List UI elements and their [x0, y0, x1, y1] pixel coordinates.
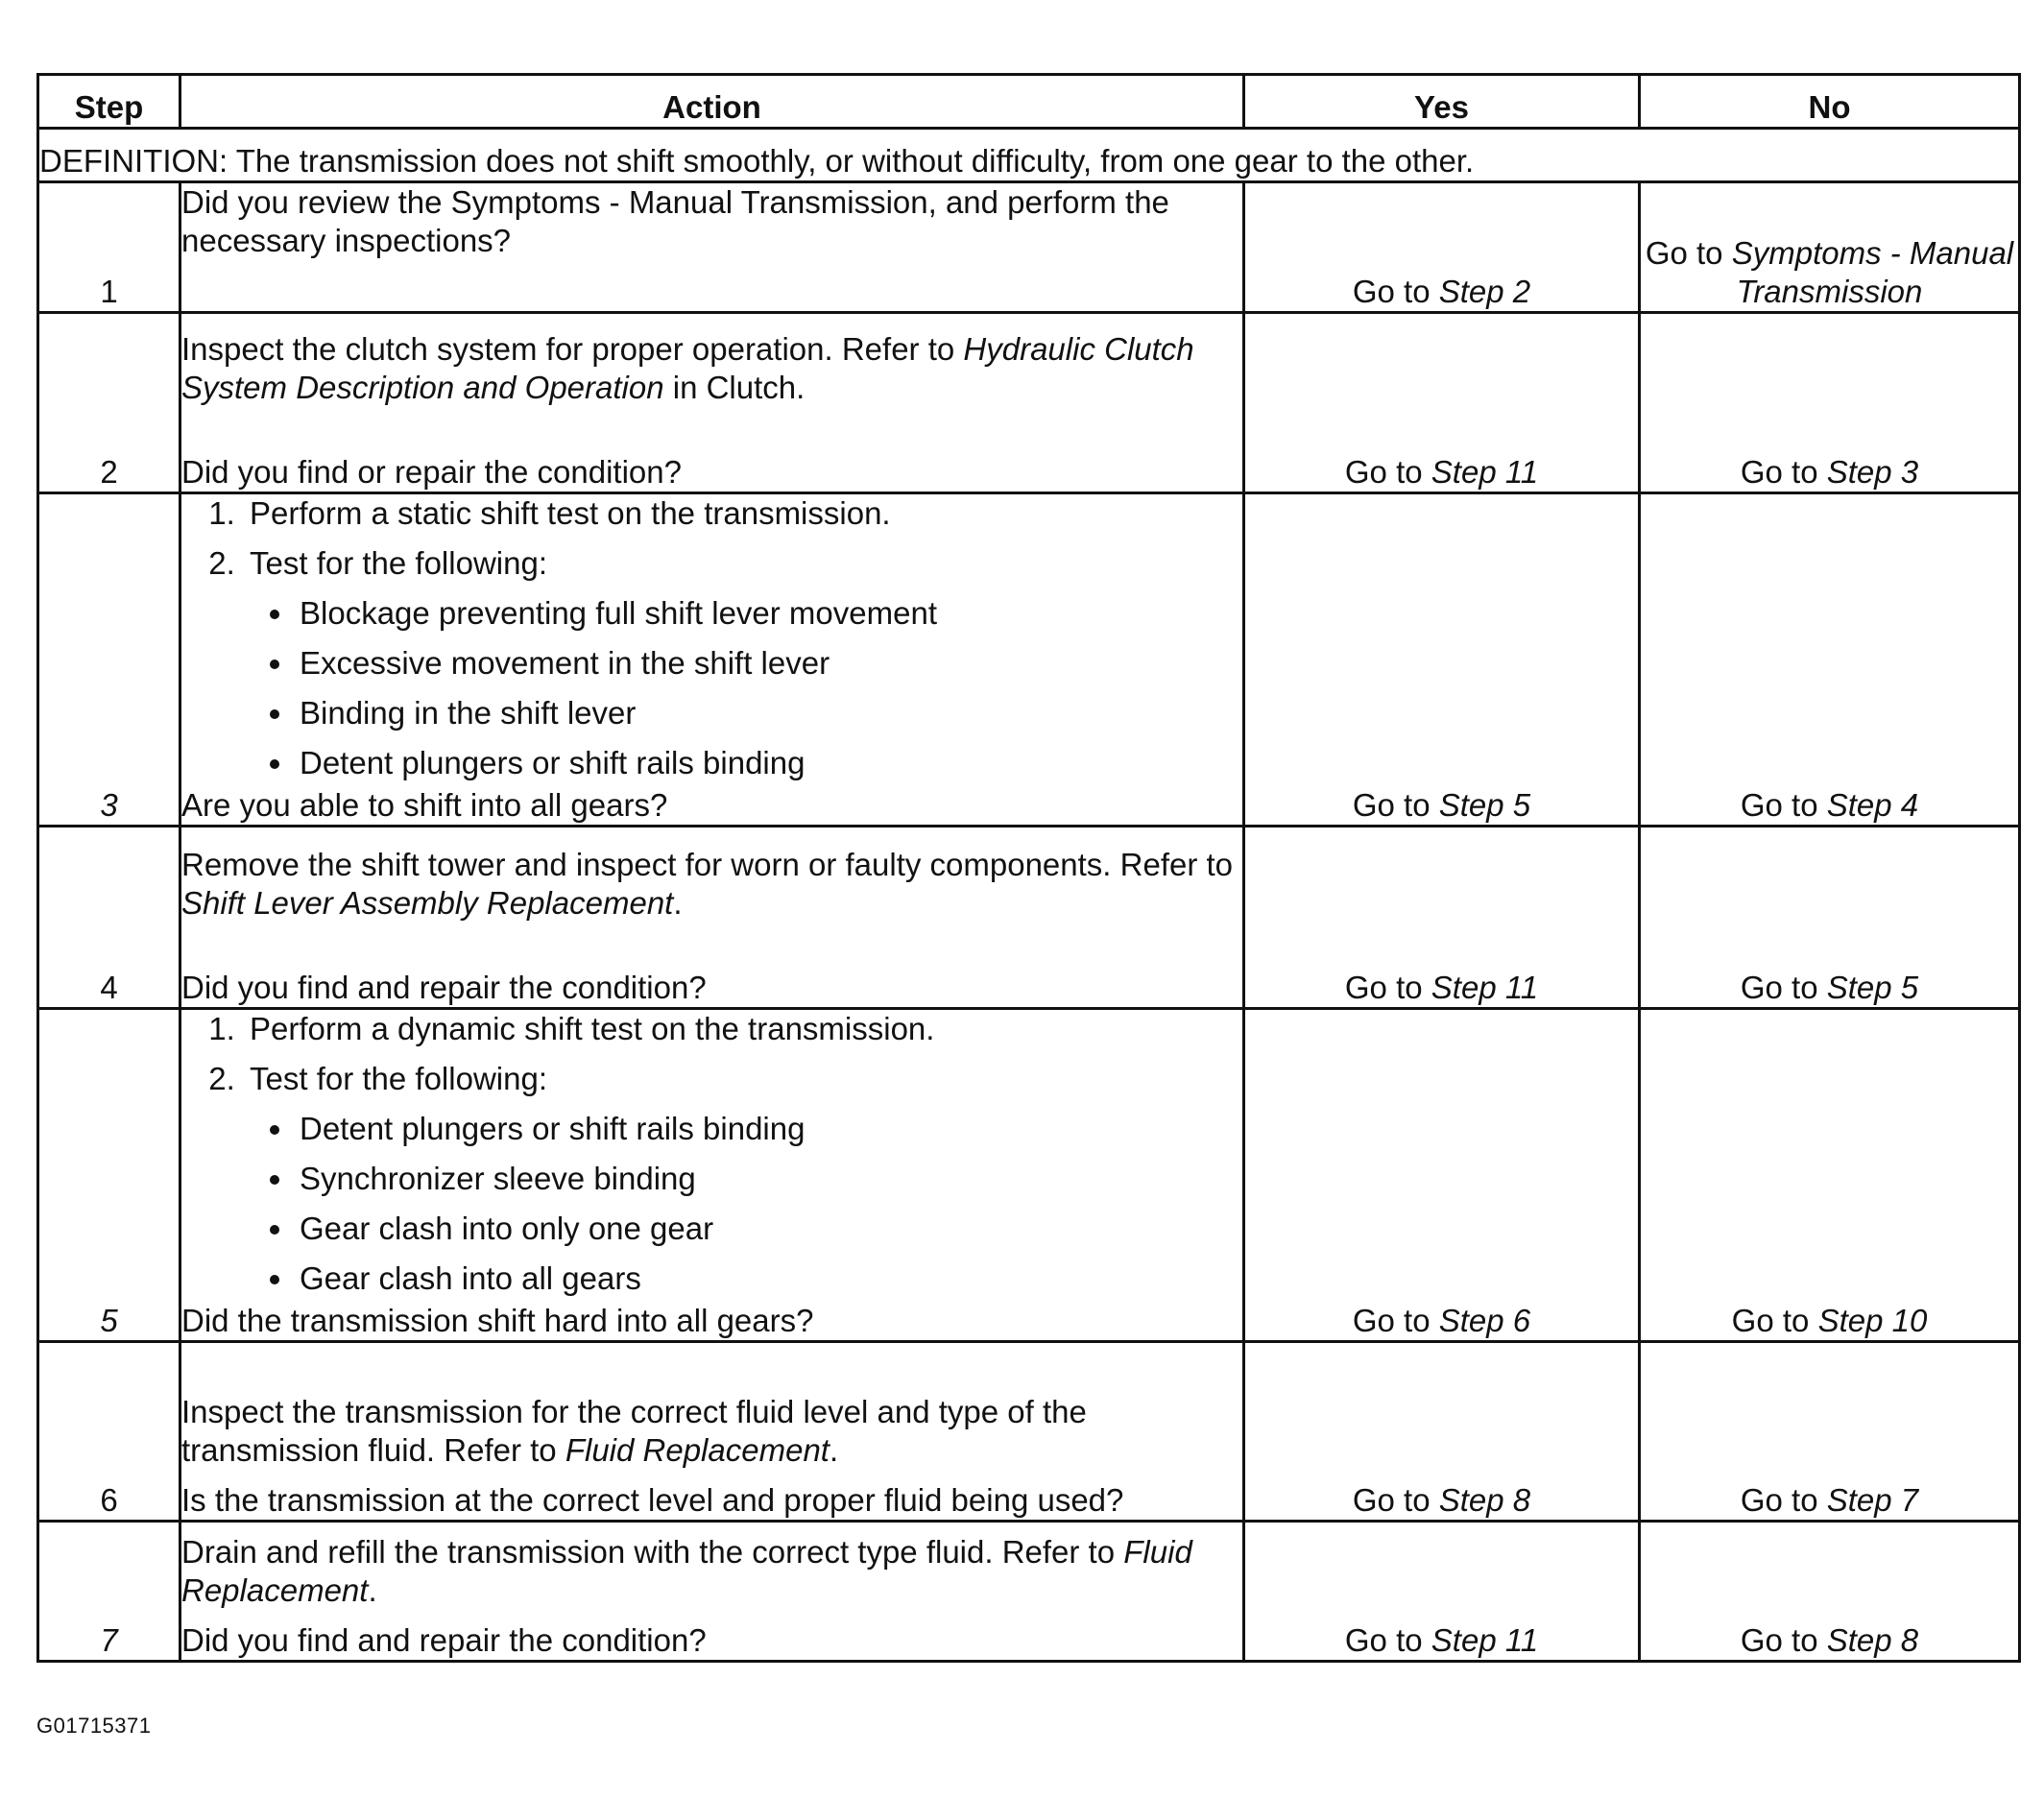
yes-reference: Step 2 [1438, 274, 1531, 309]
action-cell [180, 313, 1244, 493]
bullet-item: • Detent plungers or shift rails binding [296, 1110, 1242, 1148]
header-action: Action [180, 75, 1244, 129]
table-row [38, 182, 2020, 313]
numbered-list [181, 1010, 1242, 1298]
numbered-list [181, 494, 1242, 782]
no-cell [1640, 1522, 2020, 1662]
no-cell [1640, 313, 2020, 493]
yes-reference: Step 5 [1438, 787, 1531, 823]
action-question: Are you able to shift into all gears? [181, 787, 668, 823]
no-prefix: Go to [1740, 787, 1827, 823]
yes-prefix: Go to [1352, 1482, 1439, 1518]
no-prefix: Go to [1645, 235, 1732, 271]
figure-id: G01715371 [36, 1714, 152, 1738]
yes-prefix: Go to [1344, 454, 1431, 490]
action-cell [180, 1522, 1244, 1662]
bullet-item: • Blockage preventing full shift lever movement [296, 594, 1242, 633]
action-instruction: Inspect the transmission for the correct fluid level and type of the transmission fluid. Refer to Fluid Replacement. [181, 1394, 1087, 1468]
yes-cell [1244, 493, 1640, 827]
yes-cell [1244, 827, 1640, 1009]
list-item: 1. Perform a static shift test on the transmission. [244, 494, 1242, 533]
no-reference: Step 8 [1826, 1622, 1919, 1658]
table-row [38, 1009, 2020, 1342]
yes-cell [1244, 1342, 1640, 1522]
action-reference: Shift Lever Assembly Replacement [181, 885, 674, 921]
table-row [38, 1342, 2020, 1522]
action-question: Did the transmission shift hard into all gears? [181, 1303, 814, 1338]
no-cell [1640, 1342, 2020, 1522]
bullet-list [250, 1110, 1242, 1298]
no-reference: Step 7 [1826, 1482, 1919, 1518]
action-question: Did you find or repair the condition? [181, 454, 682, 490]
bullet-item: • Excessive movement in the shift lever [296, 644, 1242, 683]
header-no: No [1640, 75, 2020, 129]
bullet-item: • Binding in the shift lever [296, 694, 1242, 732]
no-cell [1640, 827, 2020, 1009]
no-reference: Step 5 [1826, 970, 1919, 1005]
yes-prefix: Go to [1352, 274, 1439, 309]
bullet-item: • Synchronizer sleeve binding [296, 1160, 1242, 1198]
action-instruction: Remove the shift tower and inspect for worn or faulty components. Refer to Shift Lever Assembly Replacement. [181, 847, 1234, 921]
table-row [38, 493, 2020, 827]
step-number: 2 [38, 313, 180, 493]
bullet-item: • Gear clash into all gears [296, 1259, 1242, 1298]
action-cell [180, 827, 1244, 1009]
bullet-item: • Gear clash into only one gear [296, 1210, 1242, 1248]
action-reference: Hydraulic Clutch System Description and Operation [181, 331, 1194, 405]
step-number: 7 [38, 1522, 180, 1662]
no-reference: Step 3 [1826, 454, 1919, 490]
bullet-item: • Detent plungers or shift rails binding [296, 744, 1242, 782]
yes-prefix: Go to [1352, 1303, 1439, 1338]
step-number: 4 [38, 827, 180, 1009]
action-reference: Fluid Replacement [565, 1432, 830, 1468]
yes-cell [1244, 313, 1640, 493]
no-prefix: Go to [1740, 970, 1827, 1005]
header-yes: Yes [1244, 75, 1640, 129]
table-row [38, 313, 2020, 493]
list-item: 2. Test for the following: • Blockage preventing full shift lever movement • Excessive movement in the shift lever • Binding in the shift lever • Detent plungers or shift rails binding [244, 544, 1242, 782]
step-number: 5 [38, 1009, 180, 1342]
step-number: 6 [38, 1342, 180, 1522]
header-row [38, 75, 2020, 129]
action-instruction: Drain and refill the transmission with the correct type fluid. Refer to Fluid Replacement. [181, 1534, 1192, 1608]
action-question: Is the transmission at the correct level and proper fluid being used? [181, 1482, 1124, 1518]
action-question: Did you review the Symptoms - Manual Transmission, and perform the necessary inspections? [181, 184, 1169, 258]
action-cell [180, 1342, 1244, 1522]
yes-reference: Step 11 [1431, 454, 1539, 490]
action-instruction: Inspect the clutch system for proper operation. Refer to Hydraulic Clutch System Description and Operation in Clutch. [181, 331, 1194, 405]
action-question: Did you find and repair the condition? [181, 970, 707, 1005]
no-reference: Step 4 [1826, 787, 1919, 823]
no-reference: Step 10 [1817, 1303, 1928, 1338]
action-question: Did you find and repair the condition? [181, 1622, 707, 1658]
list-item: 2. Test for the following: • Detent plungers or shift rails binding • Synchronizer sleeve binding • Gear clash into only one gear • Gear clash into all gears [244, 1060, 1242, 1298]
no-prefix: Go to [1731, 1303, 1818, 1338]
yes-prefix: Go to [1344, 1622, 1431, 1658]
step-number: 1 [38, 182, 180, 313]
action-cell [180, 1009, 1244, 1342]
definition-text: DEFINITION: The transmission does not shift smoothly, or without difficulty, from one gear to the other. [38, 129, 2020, 182]
no-cell [1640, 182, 2020, 313]
yes-cell [1244, 1009, 1640, 1342]
table-row [38, 827, 2020, 1009]
yes-reference: Step 8 [1438, 1482, 1531, 1518]
no-prefix: Go to [1740, 454, 1827, 490]
yes-cell [1244, 1522, 1640, 1662]
no-cell [1640, 493, 2020, 827]
action-reference: Fluid Replacement [181, 1534, 1192, 1608]
no-prefix: Go to [1740, 1482, 1827, 1518]
header-step: Step [38, 75, 180, 129]
definition-row [38, 129, 2020, 182]
bullet-list [250, 594, 1242, 782]
yes-prefix: Go to [1352, 787, 1439, 823]
yes-reference: Step 11 [1431, 1622, 1539, 1658]
list-item: 1. Perform a dynamic shift test on the transmission. [244, 1010, 1242, 1048]
yes-reference: Step 11 [1431, 970, 1539, 1005]
yes-reference: Step 6 [1438, 1303, 1531, 1338]
action-cell [180, 493, 1244, 827]
table-row [38, 1522, 2020, 1662]
yes-cell [1244, 182, 1640, 313]
diagnostic-table [36, 73, 2021, 1663]
no-reference: Symptoms - Manual Transmission [1731, 235, 2014, 309]
no-cell [1640, 1009, 2020, 1342]
yes-prefix: Go to [1344, 970, 1431, 1005]
step-number: 3 [38, 493, 180, 827]
action-cell [180, 182, 1244, 313]
no-prefix: Go to [1740, 1622, 1827, 1658]
